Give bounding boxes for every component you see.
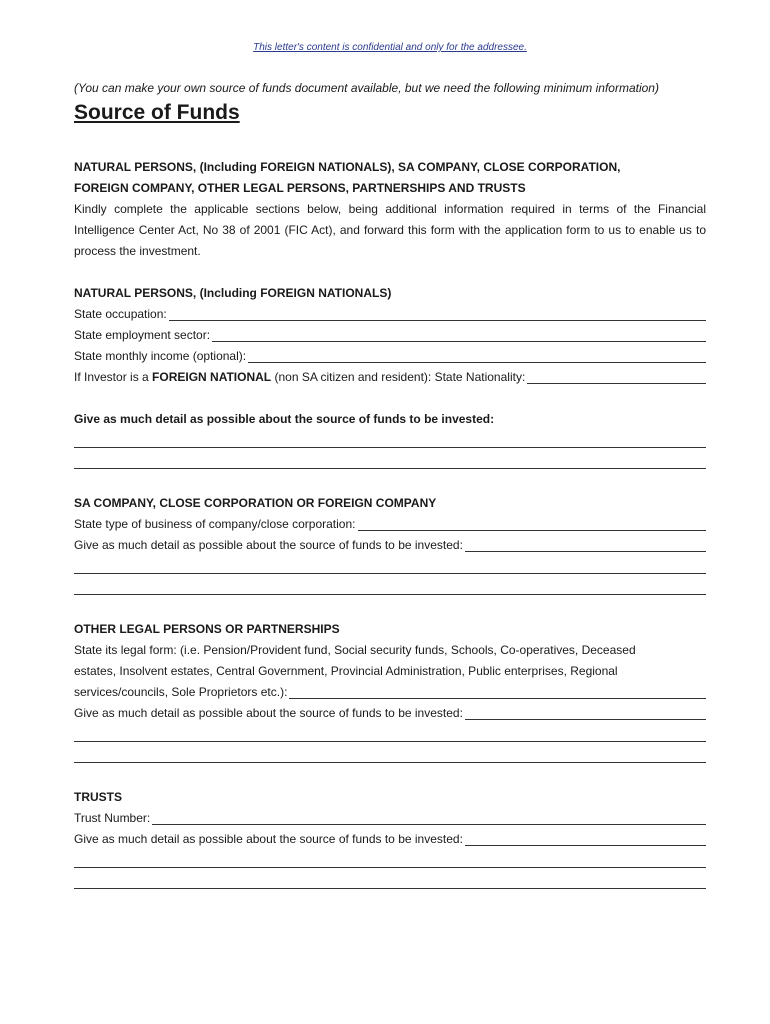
natural-detail-blank-2[interactable] (74, 467, 706, 469)
company-heading: SA COMPANY, CLOSE CORPORATION OR FOREIGN COMPANY (74, 496, 437, 510)
trust-detail-field[interactable] (74, 829, 706, 850)
company-detail-label: Give as much detail as possible about the source of funds to be invested: (74, 538, 463, 552)
general-heading-line1: NATURAL PERSONS, (Including FOREIGN NATIONALS), SA COMPANY, CLOSE CORPORATION, (74, 160, 621, 174)
other-legal-heading: OTHER LEGAL PERSONS OR PARTNERSHIPS (74, 622, 340, 636)
other-legal-detail-blank[interactable] (465, 718, 706, 720)
trusts-heading: TRUSTS (74, 790, 122, 804)
company-detail-blank-2[interactable] (74, 593, 706, 595)
monthly-income-blank[interactable] (248, 361, 706, 363)
general-instructions: Kindly complete the applicable sections below, being additional information required in terms of the Financial Intelligence Center Act, No 38 of 2001 (FIC Act), and forward this form with the application form to us to enable us to process the investment. (74, 202, 706, 258)
natural-persons-heading: NATURAL PERSONS, (Including FOREIGN NATIONALS) (74, 286, 392, 300)
legal-form-blank[interactable] (289, 697, 706, 699)
company-detail-blank-1[interactable] (74, 572, 706, 574)
nationality-blank[interactable] (527, 382, 706, 384)
occupation-blank[interactable] (169, 319, 706, 321)
legal-form-field[interactable] (74, 682, 706, 703)
occupation-field[interactable] (74, 304, 706, 325)
business-type-field[interactable] (74, 514, 706, 535)
natural-detail-heading: Give as much detail as possible about the source of funds to be invested: (74, 412, 495, 426)
trust-number-field[interactable] (74, 808, 706, 829)
general-heading-line2: FOREIGN COMPANY, OTHER LEGAL PERSONS, PARTNERSHIPS AND TRUSTS (74, 181, 526, 195)
intro-note: (You can make your own source of funds document available, but we need the following minimum information) (74, 81, 659, 95)
trust-detail-blank[interactable] (465, 844, 706, 846)
company-detail-field[interactable] (74, 535, 706, 556)
monthly-income-label: State monthly income (optional): (74, 349, 247, 363)
monthly-income-field[interactable] (74, 346, 706, 367)
legal-form-label: services/councils, Sole Proprietors etc.): (74, 685, 288, 699)
other-legal-detail-label: Give as much detail as possible about the source of funds to be invested: (74, 706, 463, 720)
trust-detail-label: Give as much detail as possible about the source of funds to be invested: (74, 832, 463, 846)
trust-detail-blank-1[interactable] (74, 866, 706, 868)
other-legal-detail-blank-1[interactable] (74, 740, 706, 742)
employment-sector-blank[interactable] (212, 340, 706, 342)
other-legal-detail-blank-2[interactable] (74, 761, 706, 763)
foreign-national-label: FOREIGN NATIONAL (152, 370, 272, 384)
foreign-prefix: If Investor is a (74, 370, 153, 384)
employment-sector-field[interactable] (74, 325, 706, 346)
legal-form-line2: estates, Insolvent estates, Central Government, Provincial Administration, Public enterprises, Regional (74, 664, 618, 678)
page-title: Source of Funds (74, 101, 240, 124)
confidentiality-note: This letter's content is confidential and only for the addressee. (253, 42, 527, 53)
nationality-field[interactable] (74, 367, 706, 388)
business-type-label: State type of business of company/close corporation: (74, 517, 356, 531)
trust-detail-blank-2[interactable] (74, 887, 706, 889)
other-legal-detail-field[interactable] (74, 703, 706, 724)
trust-number-blank[interactable] (152, 823, 706, 825)
natural-detail-blank-1[interactable] (74, 446, 706, 448)
business-type-blank[interactable] (358, 529, 707, 531)
foreign-suffix: (non SA citizen and resident): State Nationality: (271, 370, 526, 384)
legal-form-line1: State its legal form: (i.e. Pension/Provident fund, Social security funds, Schools, Co-operatives, Deceased (74, 643, 636, 657)
occupation-label: State occupation: (74, 307, 167, 321)
employment-sector-label: State employment sector: (74, 328, 211, 342)
trust-number-label: Trust Number: (74, 811, 151, 825)
company-detail-blank[interactable] (465, 550, 706, 552)
